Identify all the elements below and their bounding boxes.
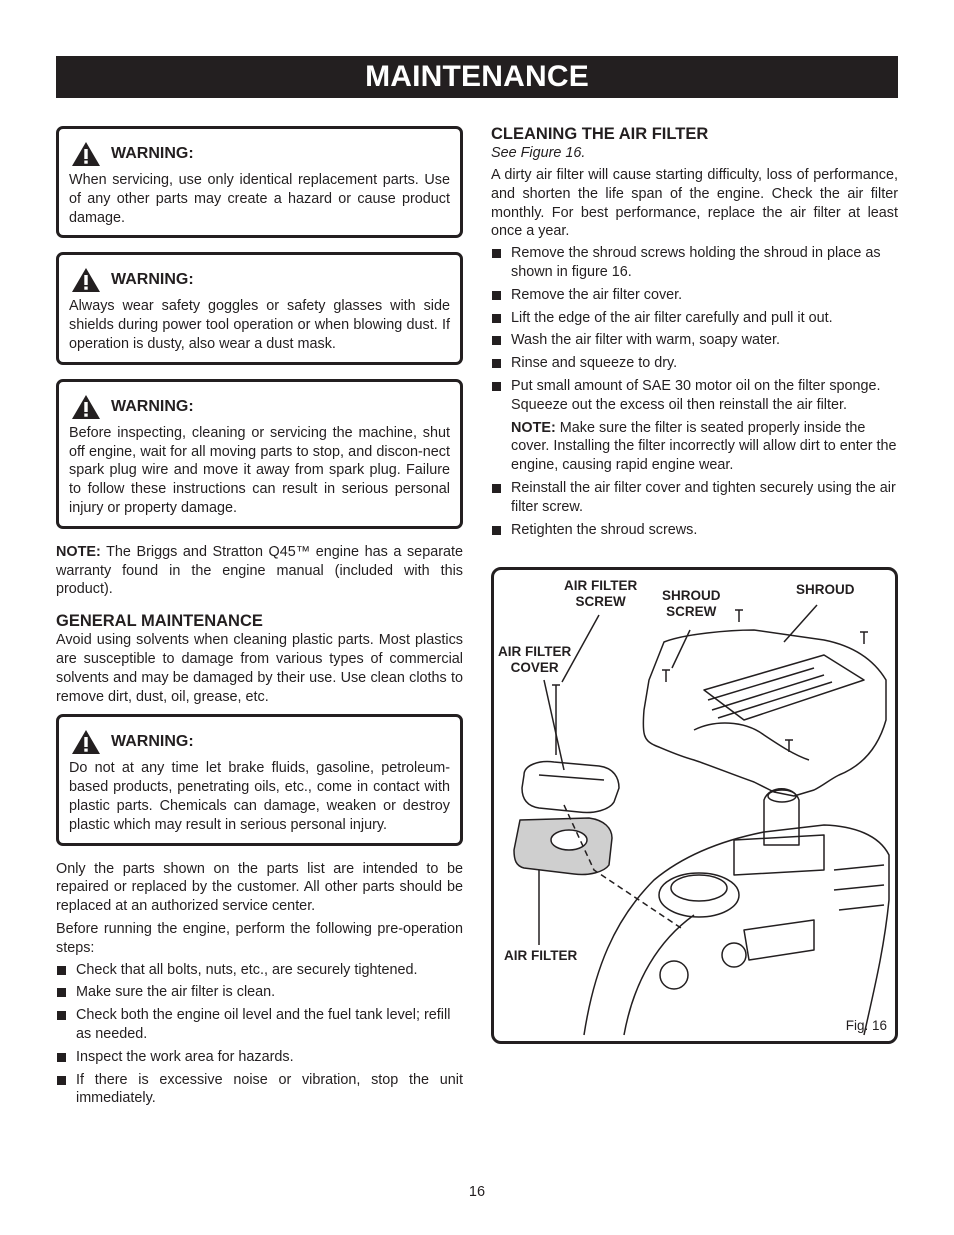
page-title: MAINTENANCE xyxy=(56,56,898,98)
air-filter-steps-final xyxy=(491,479,898,539)
warning-box xyxy=(56,252,463,364)
label-line: SCREW xyxy=(666,604,717,619)
filter-note xyxy=(491,419,898,475)
general-maintenance-heading: GENERAL MAINTENANCE xyxy=(56,612,263,631)
air-filter-cover-label xyxy=(498,644,571,676)
list-item: Make sure the air filter is clean. xyxy=(56,983,463,1002)
warning-title: WARNING: xyxy=(111,397,194,415)
figure-16 xyxy=(491,567,898,1044)
figure-reference: See Figure 16. xyxy=(491,145,586,161)
note-text: The Briggs and Stratton Q45™ engine has a separate warranty found in the engine manual (included with this product). xyxy=(56,543,463,598)
air-filter-steps xyxy=(491,244,898,414)
list-item: Put small amount of SAE 30 motor oil on the filter sponge. Squeeze out the excess oil then reinstall the air filter. xyxy=(491,377,898,415)
figure-caption: Fig. 16 xyxy=(845,1018,887,1033)
warning-box xyxy=(56,379,463,529)
air-filter-heading: CLEANING THE AIR FILTER xyxy=(491,125,709,143)
note-label: NOTE: xyxy=(511,419,556,436)
warning-text: Before inspecting, cleaning or servicing the machine, shut off engine, wait for all moving parts to stop, and discon-nect spark plug wire and move it away from spark plug. Failure to follow these instructions can result in serious personal injury or property damage. xyxy=(69,424,450,516)
list-item: Rinse and squeeze to dry. xyxy=(491,354,898,373)
air-filter-label: AIR FILTER xyxy=(504,948,578,963)
warning-title: WARNING: xyxy=(111,733,194,751)
warning-text: When servicing, use only identical replacement parts. Use of any other parts may create a hazard or cause product damage. xyxy=(69,172,450,226)
shroud-screw-label xyxy=(662,588,721,620)
label-line: SHROUD xyxy=(662,588,721,603)
engine-warranty-note xyxy=(56,543,463,599)
list-item: Inspect the work area for hazards. xyxy=(56,1048,463,1067)
label-line: AIR FILTER xyxy=(564,578,638,593)
list-item: Wash the air filter with warm, soapy water. xyxy=(491,331,898,350)
list-item: Remove the air filter cover. xyxy=(491,286,898,305)
note-text: Make sure the filter is seated properly inside the cover. Installing the filter incorrectly will allow dirt to enter the engine, causing rapid engine wear. xyxy=(511,419,897,474)
air-filter-illustration xyxy=(494,570,895,1041)
list-item: Reinstall the air filter cover and tighten securely using the air filter screw. xyxy=(491,479,898,517)
pre-operation-list xyxy=(56,961,463,1109)
warning-triangle-icon xyxy=(71,394,101,420)
note-label: NOTE: xyxy=(56,543,101,560)
warning-box xyxy=(56,126,463,238)
left-column xyxy=(56,126,463,1112)
air-filter-intro: A dirty air filter will cause starting difficulty, loss of performance, and shorten the life span of the engine. Check the air filter monthly. For best performance, replace the air filter at least once a year. xyxy=(491,167,898,240)
list-item: Remove the shroud screws holding the shroud in place as shown in figure 16. xyxy=(491,244,898,282)
warning-header xyxy=(69,729,450,755)
list-item: Lift the edge of the air filter carefully and pull it out. xyxy=(491,309,898,328)
warning-title: WARNING: xyxy=(111,271,194,289)
warning-header xyxy=(69,267,450,293)
list-item: Check that all bolts, nuts, etc., are securely tightened. xyxy=(56,961,463,980)
warning-triangle-icon xyxy=(71,267,101,293)
warning-text: Do not at any time let brake fluids, gasoline, petroleum-based products, penetrating oils, etc., come in contact with plastic parts. Chemicals can damage, weaken or destroy plastic which may result in serious personal injury. xyxy=(69,760,450,833)
warning-text: Always wear safety goggles or safety glasses with side shields during power tool operation or when blowing dust. If operation is dusty, also wear a dust mask. xyxy=(69,298,450,352)
label-line: COVER xyxy=(510,660,559,675)
right-column xyxy=(491,124,898,543)
list-item: If there is excessive noise or vibration, stop the unit immediately. xyxy=(56,1071,463,1109)
warning-header xyxy=(69,141,450,167)
warning-triangle-icon xyxy=(71,141,101,167)
warning-header xyxy=(69,394,450,420)
warning-triangle-icon xyxy=(71,729,101,755)
pre-operation-text: Before running the engine, perform the following pre-operation steps: xyxy=(56,920,463,956)
general-maintenance-text: Avoid using solvents when cleaning plastic parts. Most plastics are susceptible to damage from various types of commercial solvents and may be damaged by their use. Use clean cloths to remove dirt, dust, oil, grease, etc. xyxy=(56,632,463,705)
list-item: Retighten the shroud screws. xyxy=(491,521,898,540)
warning-box xyxy=(56,714,463,845)
label-line: SCREW xyxy=(575,594,626,609)
air-filter-screw-label xyxy=(564,578,637,610)
parts-text: Only the parts shown on the parts list are intended to be repaired or replaced by the customer. All other parts should be replaced at an authorized service center. xyxy=(56,860,463,915)
warning-title: WARNING: xyxy=(111,145,194,162)
list-item: Check both the engine oil level and the fuel tank level; refill as needed. xyxy=(56,1006,463,1044)
page-number: 16 xyxy=(468,1184,486,1200)
shroud-label: SHROUD xyxy=(796,582,855,597)
label-line: AIR FILTER xyxy=(498,644,572,659)
